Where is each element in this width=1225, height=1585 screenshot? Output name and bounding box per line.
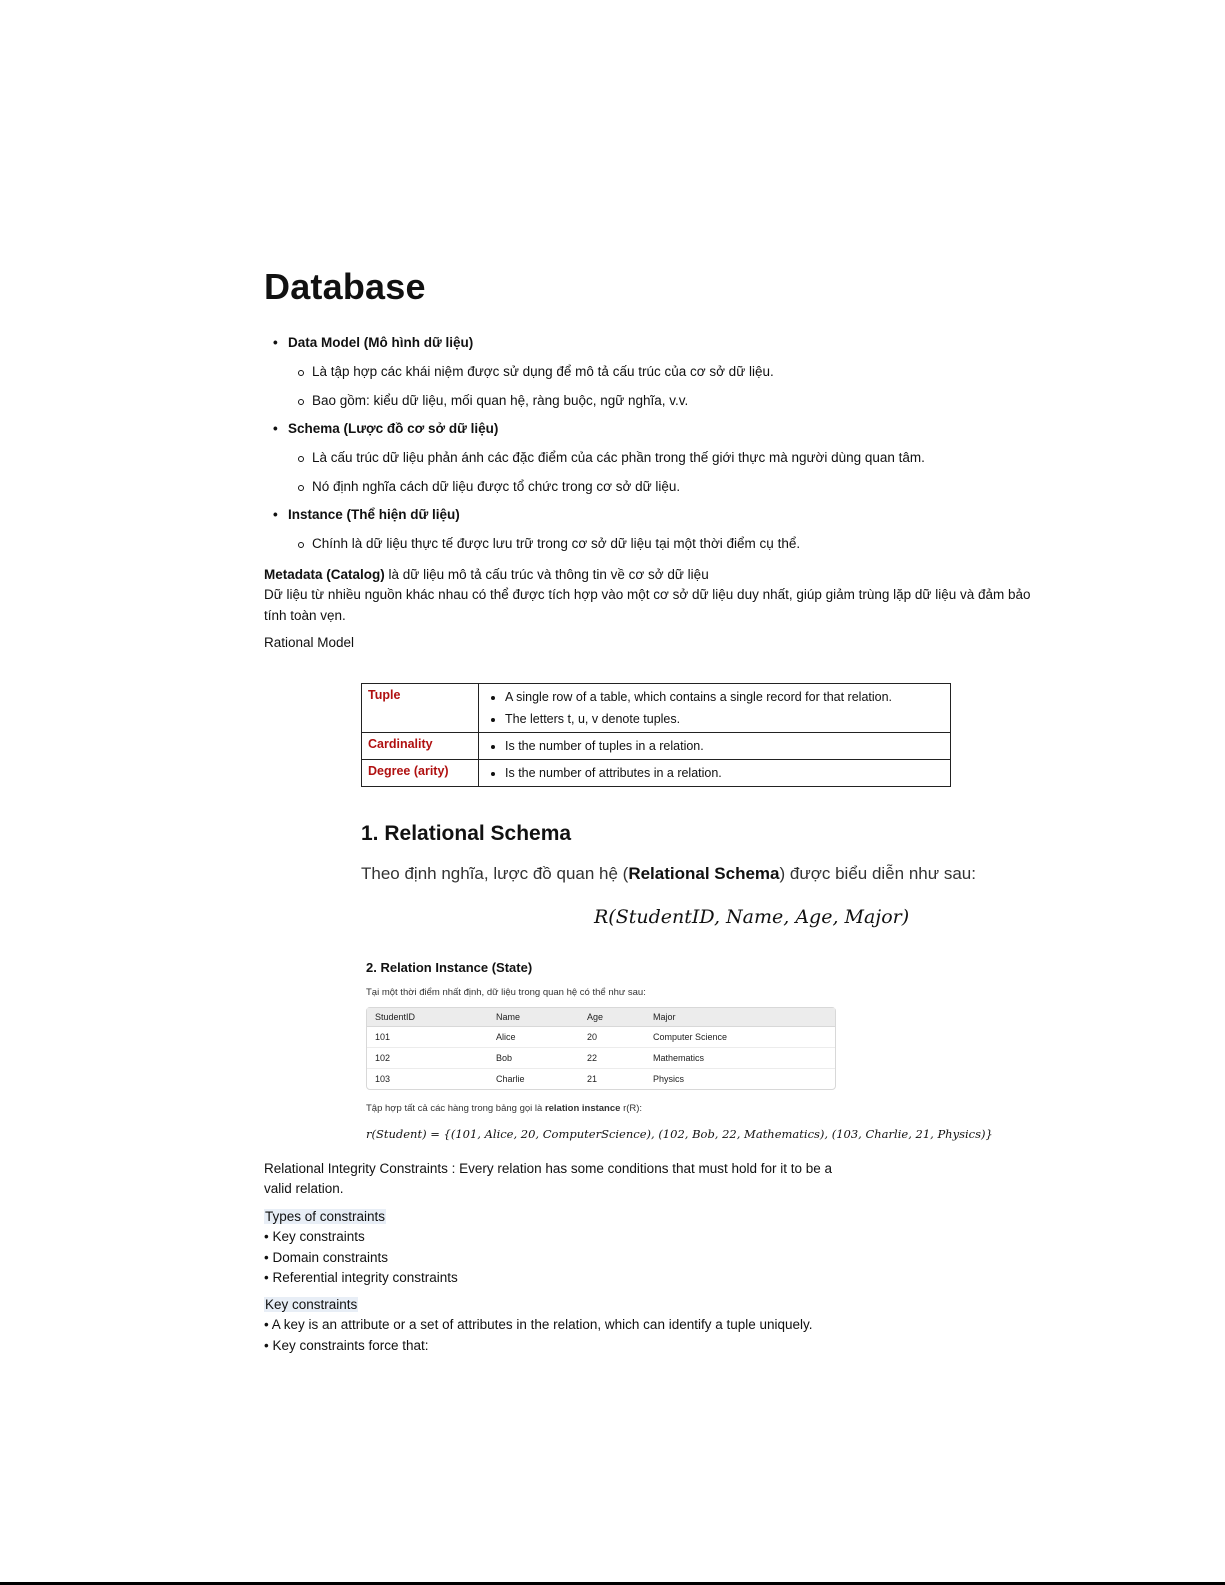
table-row [367,1068,835,1089]
relation-instance-set-text [366,1103,642,1114]
column-header: Name [488,1008,579,1027]
column-header: Major [645,1008,835,1027]
list-item: • Key constraints force that: [264,1338,429,1353]
bullet-schema: • Schema (Lược đồ cơ sở dữ liệu) [288,421,498,436]
cell: 22 [579,1047,645,1068]
bullet-instance: • Instance (Thể hiện dữ liệu) [288,507,460,522]
column-header: Age [579,1008,645,1027]
table-row [367,1027,835,1047]
text-bold: relation instance [544,1103,621,1114]
table-row [362,760,951,787]
cell: Charlie [488,1068,579,1089]
column-header: StudentID [367,1008,488,1027]
integrity-line: valid relation. [264,1181,344,1196]
list-item: • Key constraints [264,1229,365,1244]
table-row [362,733,951,760]
metadata-term: Metadata (Catalog) [264,567,385,582]
key-constraints-heading [264,1294,1044,1315]
cell: 21 [579,1068,645,1089]
metadata-paragraph [264,564,1044,585]
student-table [366,1007,836,1090]
list-item: • Domain constraints [264,1250,389,1265]
sub-bullet: Bao gồm: kiểu dữ liệu, mối quan hệ, ràng buộc, ngữ nghĩa, v.v. [312,393,689,408]
relational-schema-text [361,864,976,884]
relation-instance-text: Tại một thời điểm nhất định, dữ liệu trong quan hệ có thể như sau: [366,987,646,998]
desc-item: • A single row of a table, which contains a single record for that relation. [505,690,944,704]
desc-item: • The letters t, u, v denote tuples. [505,712,944,726]
cell: 103 [367,1068,488,1089]
terms-table [361,683,951,787]
text-span: ) được biểu diễn như sau: [779,864,976,883]
desc-item: • Is the number of attributes in a relation. [505,766,944,780]
list-item: • Referential integrity constraints [264,1270,458,1285]
relational-schema-heading: 1. Relational Schema [361,822,572,845]
cell: Alice [496,1032,516,1042]
desc-cell [479,733,951,760]
sub-bullet: Nó định nghĩa cách dữ liệu được tổ chức trong cơ sở dữ liệu. [312,479,681,494]
bullet-data-model: • Data Model (Mô hình dữ liệu) [288,335,473,350]
rational-model-label: Rational Model [264,635,355,650]
cell: Bob [488,1047,579,1068]
cell: Physics [645,1068,835,1089]
sub-bullet: Là cấu trúc dữ liệu phản ánh các đặc điểm của các phần trong thế giới thực mà người dùng quan tâm. [312,450,925,465]
table-header-row [367,1008,835,1027]
desc-cell [479,760,951,787]
page-title: Database [264,266,426,307]
term-cell: Degree (arity) [362,760,479,787]
cell: Mathematics [645,1047,835,1068]
text-span: r(R): [620,1103,643,1114]
desc-cell [479,684,951,733]
sub-bullet: Chính là dữ liệu thực tế được lưu trữ trong cơ sở dữ liệu tại một thời điểm cụ thể. [312,536,801,551]
integration-paragraph: Dữ liệu từ nhiều nguồn khác nhau có thể được tích hợp vào một cơ sở dữ liệu duy nhất, giúp giảm trùng lặp dữ liệu và đảm bảo tính toàn vẹn. [264,587,1031,623]
list-item: • A key is an attribute or a set of attributes in the relation, which can identify a tuple uniquely. [264,1317,813,1332]
sub-bullet: Là tập hợp các khái niệm được sử dụng để mô tả cấu trúc của cơ sở dữ liệu. [312,364,774,379]
metadata-text: là dữ liệu mô tả cấu trúc và thông tin về cơ sở dữ liệu [384,567,709,582]
cell: 102 [367,1047,488,1068]
text-bold: Relational Schema [628,864,780,883]
schema-formula: R(StudentID, Name, Age, Major) [594,906,910,928]
cell: Computer Science [653,1032,728,1042]
highlighted-text: Types of constraints [265,1209,386,1224]
cell: 101 [375,1032,391,1042]
integrity-line: Relational Integrity Constraints : Every relation has some conditions that must hold for it to be a [264,1161,833,1176]
table-row [367,1047,835,1068]
term-cell: Cardinality [362,733,479,760]
text-span: Tập hợp tất cả các hàng trong bảng gọi là [366,1103,545,1114]
types-heading [264,1206,1044,1227]
desc-item: • Is the number of tuples in a relation. [505,739,944,753]
instance-formula: r(Student) = {(101, Alice, 20, ComputerScience), (102, Bob, 22, Mathematics), (103, Charlie, 21, Physics)} [366,1127,993,1141]
text-span: Theo định nghĩa, lược đồ quan hệ ( [361,864,629,883]
cell: 20 [587,1032,598,1042]
relation-instance-heading: 2. Relation Instance (State) [366,960,533,975]
table-row [362,684,951,733]
highlighted-text: Key constraints [265,1297,358,1312]
term-cell: Tuple [362,684,479,733]
